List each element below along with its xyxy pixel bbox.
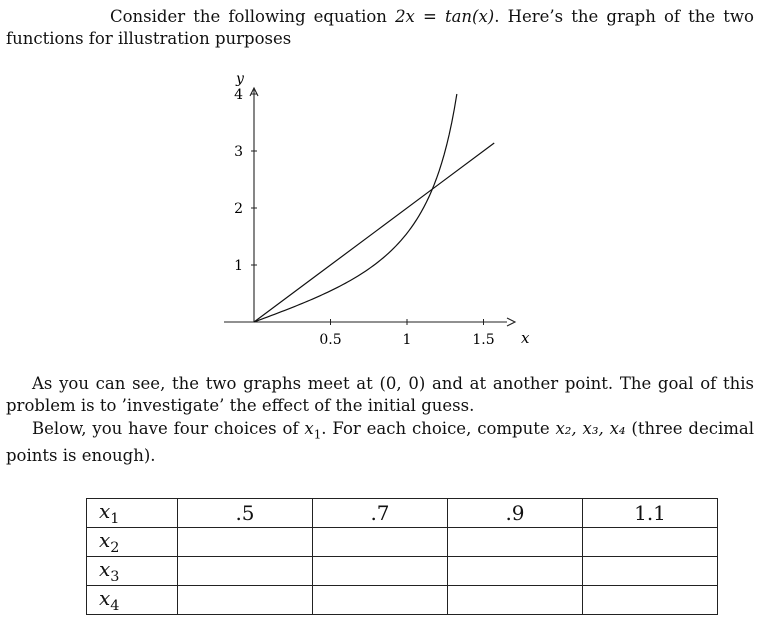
y-tick-label: 1 — [234, 258, 243, 274]
table-cell[interactable]: .9 — [448, 499, 583, 528]
instruction-variable-subscript: 1 — [313, 427, 322, 442]
x-axis-label: x — [521, 329, 530, 347]
instruction-variable: x — [304, 419, 314, 438]
instruction-paragraph — [6, 418, 754, 467]
table-cell[interactable] — [313, 586, 448, 615]
instruction-text-middle: . For each choice, compute — [321, 419, 556, 438]
row-label: $x_2$ — [87, 528, 178, 557]
table-row — [87, 499, 718, 528]
x-tick-label: 0.5 — [319, 332, 342, 348]
series-linear-line — [254, 143, 494, 322]
table-row — [87, 557, 718, 586]
instruction-variables: x₂, x₃, x₄ — [555, 419, 626, 438]
intro-text-after: . Here’s the graph of the two functions for illustration purposes — [6, 7, 754, 48]
table-cell[interactable]: .7 — [313, 499, 448, 528]
table-cell[interactable] — [448, 586, 583, 615]
series-tan-line — [254, 94, 457, 322]
y-axis-label: y — [236, 71, 244, 87]
table-cell[interactable] — [313, 557, 448, 586]
table-cell[interactable] — [583, 586, 718, 615]
y-tick-label: 4 — [234, 87, 243, 103]
y-tick-label: 3 — [234, 144, 243, 160]
table-cell[interactable] — [583, 528, 718, 557]
observation-paragraph: As you can see, the two graphs meet at (0, 0) and at another point. The goal of this problem is to ’investigate’ the effect of the initial guess. — [6, 374, 754, 415]
table-cell[interactable] — [178, 528, 313, 557]
x-tick-label: 1 — [402, 332, 412, 348]
answer-table-body — [87, 499, 718, 615]
table-cell[interactable] — [313, 528, 448, 557]
intro-equation: 2x = tan(x) — [395, 7, 495, 26]
row-label: $x_1$ — [87, 499, 178, 528]
row-label: $x_3$ — [87, 557, 178, 586]
table-cell[interactable] — [178, 557, 313, 586]
instruction-text-after: (three decimal points is enough). — [6, 419, 754, 466]
table-row — [87, 528, 718, 557]
answer-table — [86, 498, 718, 615]
x-tick-label: 1.5 — [472, 332, 495, 348]
table-cell[interactable]: 1.1 — [583, 499, 718, 528]
table-cell[interactable] — [583, 557, 718, 586]
row-label: $x_4$ — [87, 586, 178, 615]
table-row — [87, 586, 718, 615]
instruction-text-before: Below, you have four choices of — [32, 419, 305, 438]
intro-text-before: Consider the following equation — [110, 7, 396, 26]
table-cell[interactable] — [178, 586, 313, 615]
table-cell[interactable] — [448, 557, 583, 586]
table-cell[interactable] — [448, 528, 583, 557]
y-tick-label: 2 — [234, 201, 243, 217]
table-cell[interactable]: .5 — [178, 499, 313, 528]
x-axis-arrow — [507, 318, 515, 326]
